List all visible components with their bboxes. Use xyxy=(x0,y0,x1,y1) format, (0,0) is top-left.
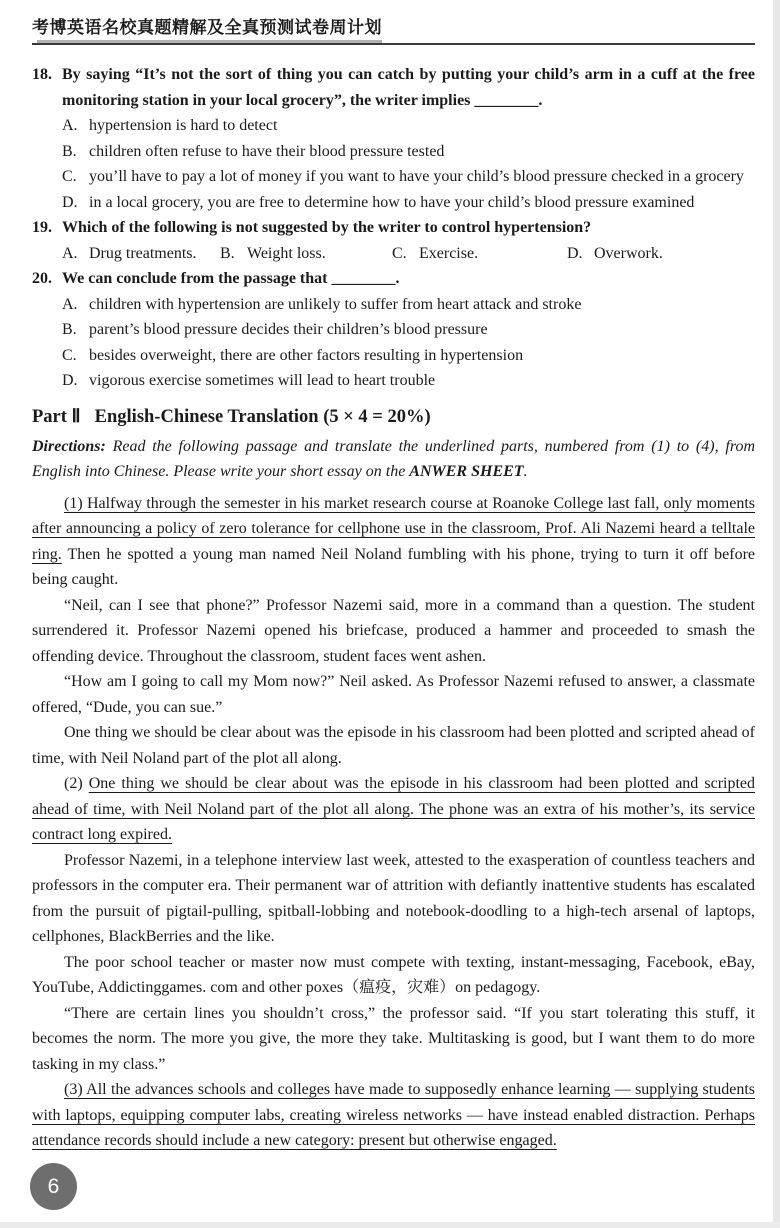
directions-label: Directions: xyxy=(32,437,106,455)
question-number: 20. xyxy=(32,270,52,287)
option-row xyxy=(62,190,755,216)
question-20 xyxy=(32,266,755,394)
option-text: children with hypertension are unlikely to suffer from heart attack and stroke xyxy=(89,295,582,313)
passage-paragraph-8 xyxy=(32,1001,755,1078)
paragraph-text: “There are certain lines you shouldn’t cross,” the professor said. “If you start tolerating this stuff, it becomes the norm. The more you give, the more they take. Multitasking is good, but I want them to do more tasking in my class.” xyxy=(32,1004,755,1073)
underlined-part-2: One thing we should be clear about was the episode in his classroom had been plotted and scripted ahead of time, with Neil Noland part of the plot all along. The phone was an extra of his mother’s, its service contract long expired. xyxy=(32,775,756,843)
option-letter: C. xyxy=(62,168,77,185)
option-row xyxy=(62,164,755,190)
option-row xyxy=(62,292,755,318)
option-inline xyxy=(567,241,663,267)
passage-paragraph-4 xyxy=(32,720,755,771)
option-letter: A. xyxy=(62,295,78,313)
paragraph-text: Then he spotted a young man named Neil Noland fumbling with his phone, trying to turn it off before being caught. xyxy=(32,545,755,588)
option-row xyxy=(62,113,755,139)
option-letter: D. xyxy=(62,193,78,211)
part2-heading xyxy=(32,403,755,431)
option-inline xyxy=(62,241,220,267)
page-number-badge xyxy=(30,1163,77,1210)
paragraph-text: The poor school teacher or master now must compete with texting, instant-messaging, Facebook, eBay, YouTube, Addictinggames. com and other poxes（瘟疫，灾难）on pedagogy. xyxy=(32,953,755,996)
option-text: Weight loss. xyxy=(247,244,326,262)
header-rule-line xyxy=(32,43,755,45)
option-letter: B. xyxy=(62,321,77,338)
question-list xyxy=(32,62,755,394)
underlined-part-3: (3) All the advances schools and colleges have made to supposedly enhance learning — supplying students with laptops, equipping computer labs, creating wireless networks — have instead enabled distraction. Perhaps attendance records should include a new category: present but otherwise engaged. xyxy=(32,1081,755,1149)
question-stem: We can conclude from the passage that ________. xyxy=(62,270,400,287)
option-text: Drug treatments. xyxy=(89,244,197,262)
question-stem: By saying “It’s not the sort of thing you can catch by putting your child’s arm in a cuff at the free monitoring station in your local grocery”, the writer implies ________. xyxy=(62,66,755,109)
option-text: in a local grocery, you are free to determine how to have your child’s blood pressure examined xyxy=(89,193,695,211)
passage-paragraph-9 xyxy=(32,1077,755,1154)
directions-emphasis: ANWER SHEET xyxy=(409,463,524,480)
option-text: hypertension is hard to detect xyxy=(89,117,278,134)
question-number: 18. xyxy=(32,66,52,83)
underlined-part-1: (1) Halfway through the semester in his market research course at Roanoke College last fall, only moments after announcing a policy of zero tolerance for cellphone use in the classroom, Prof. Ali Nazemi heard a telltale ring. xyxy=(32,494,755,563)
page-number: 6 xyxy=(47,1174,60,1198)
option-row xyxy=(62,139,755,165)
option-row xyxy=(62,317,755,343)
option-inline xyxy=(220,241,392,267)
option-text: Overwork. xyxy=(594,244,663,262)
part2-directions xyxy=(32,434,755,485)
passage-paragraph-7 xyxy=(32,950,755,1001)
scan-edge-bottom xyxy=(0,1222,780,1228)
directions-body: Read the following passage and translate the underlined parts, numbered from (1) to (4), from English into Chinese. Please write your short essay on the xyxy=(32,437,755,480)
paragraph-text: “Neil, can I see that phone?” Professor Nazemi said, more in a command than a question. The student surrendered it. Professor Nazemi opened his briefcase, produced a hammer and proceeded to smash the offending device. Throughout the classroom, student faces went ashen. xyxy=(32,596,755,665)
option-text: besides overweight, there are other factors resulting in hypertension xyxy=(89,346,524,364)
option-letter: A. xyxy=(62,117,78,134)
option-letter: C. xyxy=(62,346,77,364)
option-letter: D. xyxy=(62,372,78,389)
question-stem: Which of the following is not suggested by the writer to control hypertension? xyxy=(62,219,592,236)
paragraph-text: One thing we should be clear about was the episode in his classroom had been plotted and scripted ahead of time, with Neil Noland part of the plot all along. xyxy=(32,724,755,767)
scan-edge-right xyxy=(773,0,780,1228)
option-letter: C. xyxy=(392,244,407,262)
option-inline xyxy=(392,241,567,267)
option-letter: B. xyxy=(220,244,235,262)
translation-passage xyxy=(32,491,755,1154)
question-18 xyxy=(32,62,755,215)
passage-paragraph-5 xyxy=(32,771,755,848)
option-row xyxy=(62,343,755,369)
option-letter: B. xyxy=(62,142,77,160)
option-text: parent’s blood pressure decides their children’s blood pressure xyxy=(89,321,488,338)
option-row-inline xyxy=(62,241,755,267)
option-row xyxy=(62,368,755,394)
question-19 xyxy=(32,215,755,266)
option-letter: D. xyxy=(567,244,583,262)
option-text: children often refuse to have their blood pressure tested xyxy=(89,142,445,160)
part2-label: Part Ⅱ xyxy=(32,406,81,427)
option-letter: A. xyxy=(62,244,78,262)
paragraph-text: Professor Nazemi, in a telephone interview last week, attested to the exasperation of countless teachers and professors in the computer era. Their permanent war of attrition with defiantly inattentive students has escalated from the pursuit of pigtail-pulling, spitball-lobbing and notebook-doodling to a high-tech arsenal of laptops, cellphones, BlackBerries and the like. xyxy=(32,851,755,945)
part2-title: English-Chinese Translation (5 × 4 = 20%) xyxy=(94,406,431,427)
option-text: you’ll have to pay a lot of money if you want to have your child’s blood pressure checked in a grocery xyxy=(89,168,744,185)
header-title: 考博英语名校真题精解及全真预测试卷周计划 xyxy=(32,18,382,37)
passage-paragraph-6 xyxy=(32,848,755,950)
page-header xyxy=(32,16,755,49)
passage-paragraph-1 xyxy=(32,491,755,593)
directions-tail: . xyxy=(523,463,528,480)
question-number: 19. xyxy=(32,219,52,236)
option-text: Exercise. xyxy=(419,244,479,262)
option-text: vigorous exercise sometimes will lead to heart trouble xyxy=(89,372,436,389)
passage-paragraph-2 xyxy=(32,593,755,670)
paragraph-marker: (2) xyxy=(64,775,89,792)
header-rule xyxy=(32,40,755,49)
passage-paragraph-3 xyxy=(32,669,755,720)
paragraph-text: “How am I going to call my Mom now?” Neil asked. As Professor Nazemi refused to answer, a classmate offered, “Dude, you can sue.” xyxy=(32,673,755,716)
